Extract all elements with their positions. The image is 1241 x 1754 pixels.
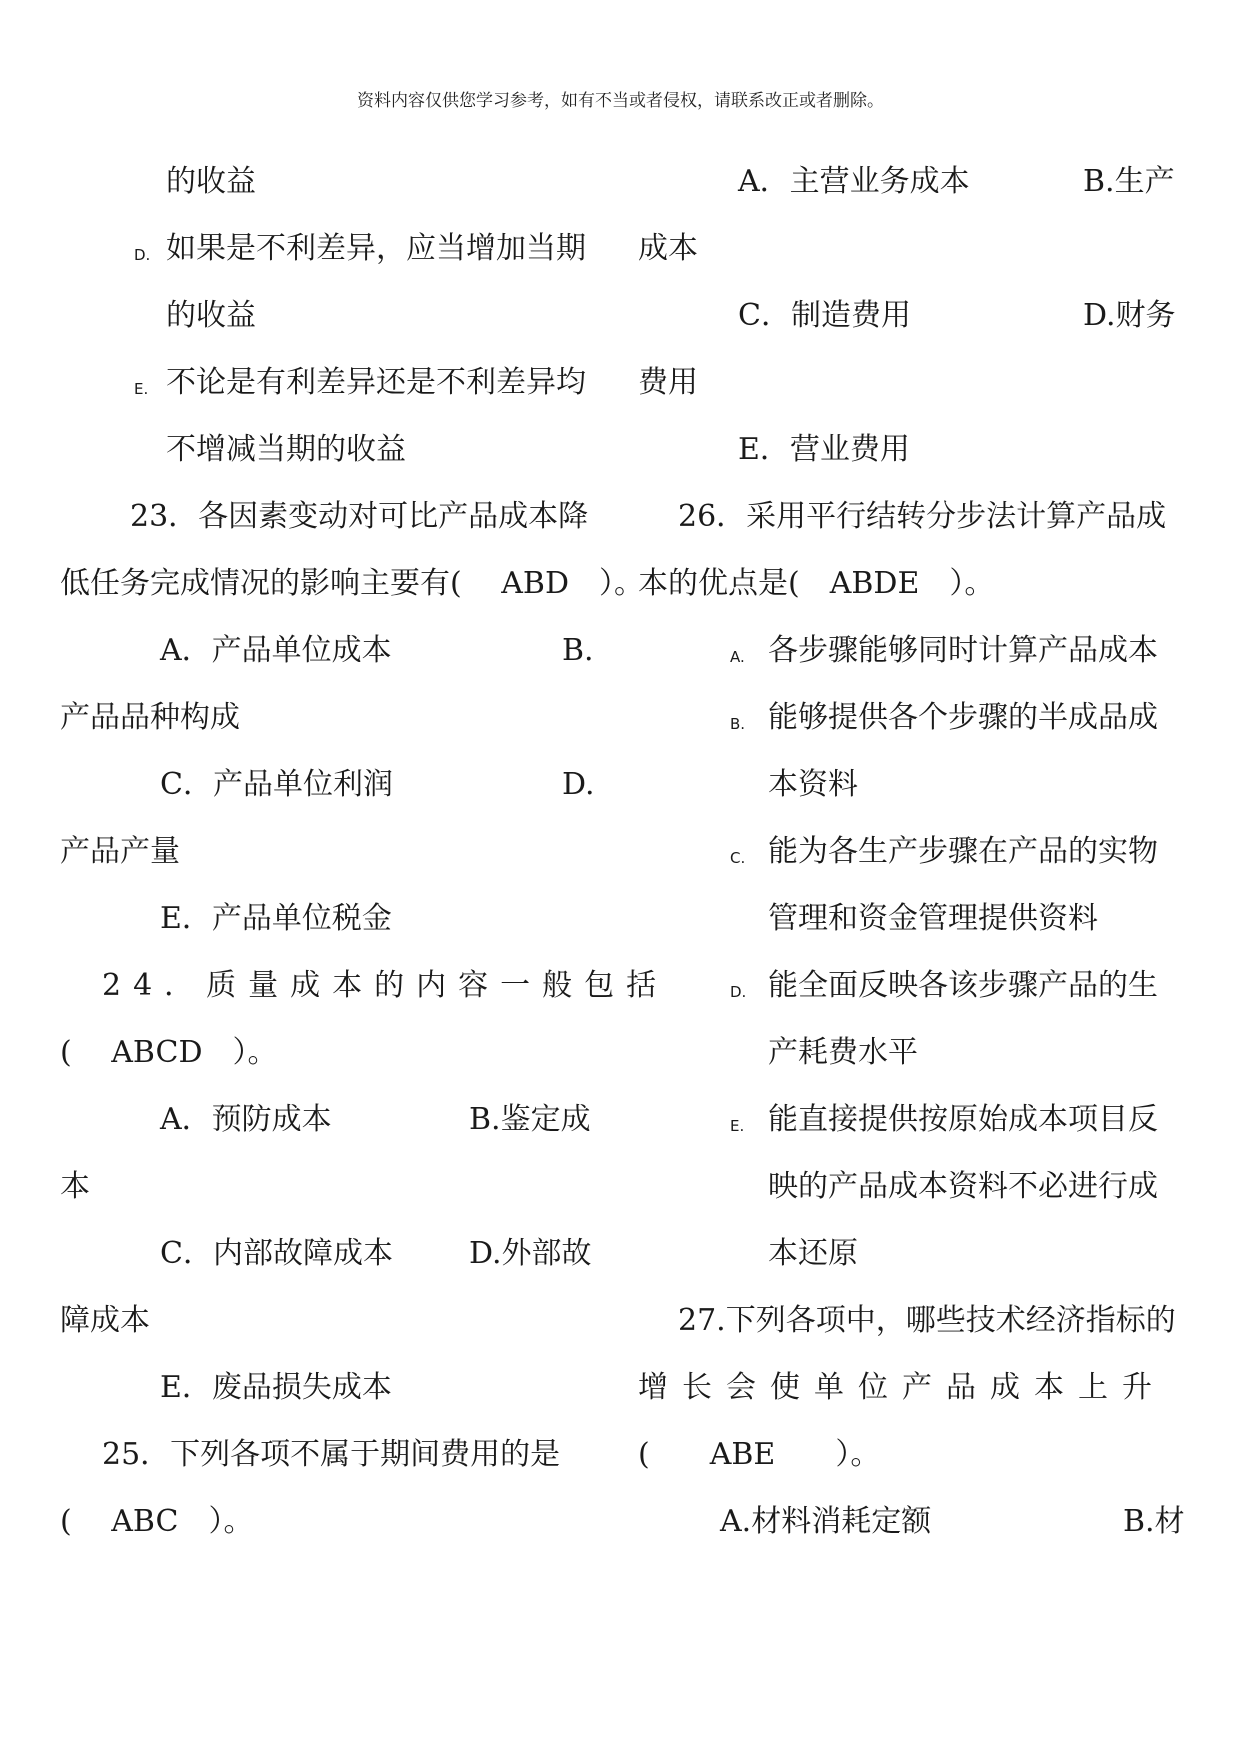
q23-option-b-tail: 产品品种构成 (60, 700, 240, 735)
q25-option-d-tail: 费用 (638, 365, 698, 400)
q26-option-e-tail: 映的产品成本资料不必进行成 (768, 1169, 1158, 1204)
q27-stem-line1: 27.下列各项中，哪些技术经济指标的 (678, 1303, 1176, 1338)
page-header-notice: 资料内容仅供您学习参考，如有不当或者侵权，请联系改正或者删除。 (357, 91, 884, 111)
q25-option-d: D.财务 (1083, 298, 1176, 333)
q26-option-c-tail: 管理和资金管理提供资料 (768, 901, 1098, 936)
q26-option-c-marker: C. (730, 849, 746, 867)
q23-option-d: D. (562, 767, 595, 802)
q22-option-c-tail: 的收益 (166, 164, 256, 199)
q23-option-b: B. (562, 633, 594, 668)
q24-stem-line2: ( ABCD ）。 (60, 1035, 278, 1070)
q26-stem-line1: 26．采用平行结转分步法计算产品成 (678, 499, 1167, 534)
q25-option-b-tail: 成本 (638, 231, 698, 266)
q25-option-b: B.生产 (1083, 164, 1175, 199)
q26-option-d: 能全面反映各该步骤产品的生 (768, 968, 1158, 1003)
q26-option-d-tail: 产耗费水平 (768, 1035, 918, 1070)
q25-option-a: A．主营业务成本 (738, 164, 970, 199)
q24-option-b-tail: 本 (60, 1169, 90, 1204)
q27-option-a: A.材料消耗定额 (720, 1504, 932, 1539)
q23-stem-line2: 低任务完成情况的影响主要有( ABD ）。 (60, 566, 645, 601)
q26-stem-line2: 本的优点是( ABDE ）。 (638, 566, 995, 601)
q23-option-d-tail: 产品产量 (60, 834, 180, 869)
q24-option-d-tail: 障成本 (60, 1303, 150, 1338)
q27-stem-line2: 增长会使单位产品成本上升 (638, 1370, 1166, 1405)
q26-option-b-tail: 本资料 (768, 767, 858, 802)
q25-stem-line1: 25．下列各项不属于期间费用的是 (102, 1437, 561, 1472)
q26-option-e: 能直接提供按原始成本项目反 (768, 1102, 1158, 1137)
q24-option-a: A．预防成本 (160, 1102, 332, 1137)
q26-option-b-marker: B. (730, 715, 746, 733)
q22-option-d-marker: D. (134, 246, 151, 264)
q27-stem-line3: ( ABE ）。 (638, 1437, 881, 1472)
q23-stem-line1: 23．各因素变动对可比产品成本降 (130, 499, 589, 534)
q24-option-c: C．内部故障成本 (160, 1236, 393, 1271)
q25-option-e: E．营业费用 (738, 432, 910, 467)
q25-stem-line2: ( ABC ）。 (60, 1504, 254, 1539)
q26-option-e-marker: E. (730, 1117, 745, 1135)
q24-option-b: B.鉴定成 (469, 1102, 591, 1137)
q26-option-b: 能够提供各个步骤的半成品成 (768, 700, 1158, 735)
q26-option-e-tail2: 本还原 (768, 1236, 858, 1271)
q22-option-d: 如果是不利差异，应当增加当期 (166, 231, 586, 266)
q26-option-d-marker: D. (730, 983, 747, 1001)
q24-option-e: E．废品损失成本 (160, 1370, 392, 1405)
q26-option-c: 能为各生产步骤在产品的实物 (768, 834, 1158, 869)
q23-option-c: C．产品单位利润 (160, 767, 393, 802)
q22-option-d-tail: 的收益 (166, 298, 256, 333)
q26-option-a-marker: A. (730, 648, 745, 666)
q24-stem-line1: 24．质量成本的内容一般包括 (102, 968, 669, 1003)
q23-option-e: E．产品单位税金 (160, 901, 392, 936)
q27-option-b: B.材 (1123, 1504, 1185, 1539)
q22-option-e-tail: 不增减当期的收益 (166, 432, 406, 467)
q22-option-e-marker: E. (134, 380, 149, 398)
q25-option-c: C．制造费用 (738, 298, 911, 333)
q24-option-d: D.外部故 (469, 1236, 592, 1271)
q26-option-a: 各步骤能够同时计算产品成本 (768, 633, 1158, 668)
q23-option-a: A．产品单位成本 (160, 633, 392, 668)
q22-option-e: 不论是有利差异还是不利差异均 (166, 365, 586, 400)
